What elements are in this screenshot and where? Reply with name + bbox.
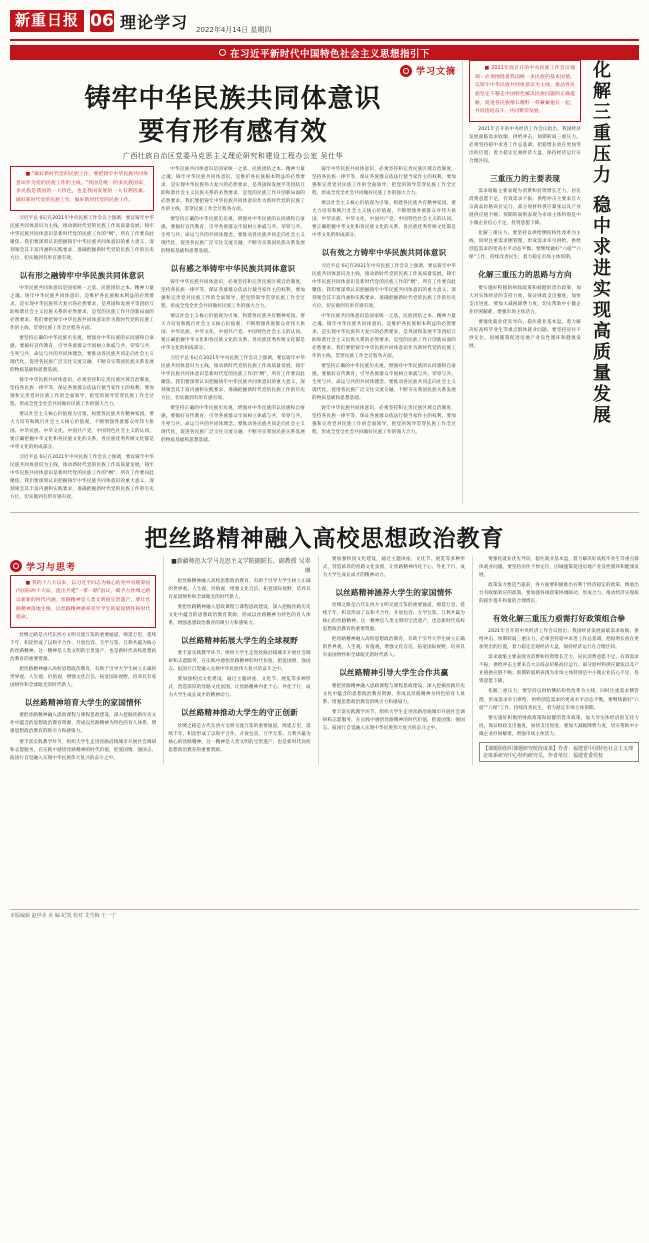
paragraph: 丝绸之路是古代东西方文明交流互鉴的重要通道，绵延万里，延续千年，积淀形成了以和平合作、开放包容、互学互鉴、互利共赢为核心的丝路精神。这一精神是人类文明的宝贵遗产，也是新时代高校思想政治教育的重要资源。	[322, 603, 465, 633]
paragraph: 铸牢中华民族共同体意识，必须坚持和完善民族区域自治制度，坚持各民族一律平等，保证各族群众依法行使当家作主的权利。要加强和完善党对民族工作的全面领导，把党的领导贯穿民族工作全过程，形成全党全社会共同做好民族工作的强大合力。	[161, 279, 305, 309]
paragraph: 政策发力要适当靠前，各方面要积极推出有利于经济稳定的政策，慎重出台有收缩效应的政策。要加强各项政策协调联动，形成合力，推动经济实现质的稳步提升和量的合理增长。	[478, 582, 639, 604]
paragraph: 习近平总书记在2021年中央民族工作会议上强调，要以铸牢中华民族共同体意识为主线，推动新时代党的民族工作高质量发展。铸牢中华民族共同体意识是新时代党的民族工作的"纲"，所有工作要向此聚焦。我们要深刻认识把握铸牢中华民族共同体意识的重大意义，深刻领会其丰富内涵和实践要求，准确把握新时代党的民族工作的历史方位，切实做到有形有感有效。	[312, 263, 456, 309]
bottom-rail	[472, 556, 639, 765]
paragraph: 要强化就业优先导向，稳住就业基本盘，着力解决好高校毕业生等重点群体就业问题。要坚持房住不炒定位，因城施策促进房地产业良性循环和健康发展。	[469, 319, 581, 349]
article2-col1-text	[10, 632, 156, 763]
rail-sub-3: 有效化解三重压力亟需打好政策组合拳	[492, 613, 626, 623]
top-banner	[10, 45, 639, 60]
article2-byline: ■新疆师范大学马克思主义学院副院长、副教授 吴翠丽	[171, 557, 311, 574]
article2-col-1	[10, 556, 156, 765]
article1-sub-3: 以有效之方铸牢中华民族共同体意识	[321, 248, 447, 258]
paragraph: 要坚持正确的中华民族历史观，增强对中华民族的认同感和自豪感。要搞好宣传教育，引导各族群众牢固树立休戚与共、荣辱与共、生死与共、命运与共的共同体理念。要推动各民族共同走向社会主义现代化，促进各民族广泛交往交流交融，不断夯实我国民族关系发展的物质基础和思想基础。	[10, 336, 154, 374]
masthead	[10, 6, 639, 41]
paragraph: 中华民族共同体意识是国家统一之基、民族团结之本、精神力量之魂。铸牢中华民族共同体意识，是维护各民族根本利益的必然要求，是实现中华民族伟大复兴的必然要求，是巩固和发展平等团结互助和谐社会主义民族关系的必然要求，是党的民族工作开创新局面的必然要求。我们要把铸牢中华民族共同体意识作为新时代党的民族工作的主线，贯穿民族工作全过程各方面。	[10, 285, 154, 332]
rail-footnote: 【课题组组织课题研究阶段成果】作者：福建省中国特色社会主义理论体系研究中心特约研究员，作者单位：福建省委党校	[479, 742, 639, 762]
article2-headline: 把丝路精神融入高校思想政治教育	[144, 524, 505, 552]
publication-date: 2022年4月14日 星期四	[196, 26, 272, 34]
section-divider	[10, 512, 639, 513]
paragraph: 2021年召开的中央经济工作会议指出，我国经济发展面临需求收缩、供给冲击、预期转弱三重压力。必须坚持稳中求进工作总基调，把稳增长放在更加突出的位置，着力稳定宏观经济大盘，保持经济运行在合理区间。	[469, 126, 581, 164]
rail-vertical-title: 化解三重压力 稳中求进实现高质量发展	[590, 60, 611, 427]
paragraph: 化解三重压力，要坚持以供给侧结构性改革为主线，同时注重需求侧管理，形成需求牵引供给、供给创造需求的更高水平动态平衡。要继续做好"六稳""六保"工作，持续改善民生，着力稳定市场主体预期。	[478, 689, 639, 711]
rail-sub-1: 三重压力的主要表现	[489, 173, 561, 183]
banner-text: 在习近平新时代中国特色社会主义思想指引下	[229, 48, 430, 60]
article1-left-abstract	[10, 166, 154, 211]
article1-tag-row	[10, 64, 456, 77]
paragraph: 要把丝路精神融入思政课程与课程思政建设，深入挖掘丝路历史文化中蕴含的思想政治教育资源，形成以丝路精神为特色的育人体系，增强思想政治教育的吸引力和感染力。	[168, 604, 311, 626]
paragraph: 要丰富实践教学环节，组织大学生走进丝路沿线城市开展社会调研和志愿服务，在实践中感悟丝路精神的时代价值，把爱国情、强国志、报国行自觉融入实现中华民族伟大复兴的奋斗之中。	[322, 709, 465, 731]
paragraph: 要把丝路精神融入思政课程与课程思政建设，深入挖掘丝路历史文化中蕴含的思想政治教育资源，形成以丝路精神为特色的育人体系，增强思想政治教育的吸引力和感染力。	[10, 713, 157, 735]
paragraph: 铸牢中华民族共同体意识，必须坚持和完善民族区域自治制度，坚持各民族一律平等，保证各族群众依法行使当家作主的权利。要加强和完善党对民族工作的全面领导，把党的领导贯穿民族工作全过程，形成全党全社会共同做好民族工作的强大合力。	[312, 406, 456, 436]
paragraph: 中华民族共同体意识是国家统一之基、民族团结之本、精神力量之魂。铸牢中华民族共同体意识，是维护各民族根本利益的必然要求，是实现中华民族伟大复兴的必然要求，是巩固和发展平等团结互助和谐社会主义民族关系的必然要求，是党的民族工作开创新局面的必然要求。我们要把铸牢中华民族共同体意识作为新时代党的民族工作的主线，贯穿民族工作全过程各方面。	[161, 167, 305, 213]
paragraph: 要以社会主义核心价值观为引领，构建各民族共有精神家园。要大力培育和践行社会主义核心价值观，不断增强各族群众对伟大祖国、中华民族、中华文化、中国共产党、中国特色社会主义的认同。要正确把握中华文化和各民族文化的关系，各民族优秀传统文化都是中华文化的组成部分。	[312, 201, 456, 239]
article2-sub-5: 以丝路精神引导大学生合作共赢	[339, 668, 449, 678]
article2-col-2	[163, 556, 310, 765]
article1-sub-1: 以有形之融铸牢中华民族共同体意识	[19, 270, 145, 280]
star-icon	[10, 560, 22, 572]
article2-tag: 学习与思考	[26, 562, 77, 573]
paragraph: 要以社会主义核心价值观为引领，构建各民族共有精神家园。要大力培育和践行社会主义核心价值观，不断增强各族群众对伟大祖国、中华民族、中华文化、中国共产党、中国特色社会主义的认同。要正确把握中华文化和各民族文化的关系，各民族优秀传统文化都是中华文化的组成部分。	[161, 313, 305, 351]
rail-sub-2: 化解三重压力的思路与方向	[478, 270, 572, 280]
rail-vertical-title-wrap	[587, 60, 639, 504]
bottom-columns	[10, 556, 639, 765]
left-abstract-text: ■ "做好新时代党的民族工作，要把铸牢中华民族共同体意识作为党的民族工作的主线。"我国是统一的多民族国家，多民族是我国的一大特色，也是我国发展的一大有利因素。做好新时代党的民族工作，做好新时代党的民族工作。	[16, 172, 148, 203]
page-number-badge: 06	[90, 11, 114, 31]
paragraph: 把丝路精神融入高校思想政治教育，有助于引导大学生树立正确的世界观、人生观、价值观，增强文化自信，拓宽国际视野，培养具有家国情怀和全球眼光的时代新人。	[322, 637, 465, 659]
article1-sub-2: 以有感之举铸牢中华民族共同体意识	[170, 264, 296, 274]
paragraph: 要实施好积极的财政政策和稳健的货币政策，加大对实体经济的支持力度，保证财政支出强度，加快支出进度。要加大减税降费力度，切实帮助中小微企业纾困解难，增强市场主体活力。	[478, 715, 639, 737]
paragraph: 要以社会主义核心价值观为引领，构建各民族共有精神家园。要大力培育和践行社会主义核心价值观，不断增强各族群众对伟大祖国、中华民族、中华文化、中国共产党、中国特色社会主义的认同。要正确把握中华文化和各民族文化的关系，各民族优秀传统文化都是中华文化的组成部分。	[10, 412, 154, 450]
paragraph: 丝绸之路是古代东西方文明交流互鉴的重要通道，绵延万里，延续千年，积淀形成了以和平合作、开放包容、互学互鉴、互利共赢为核心的丝路精神。这一精神是人类文明的宝贵遗产，也是新时代高校思想政治教育的重要资源。	[168, 723, 311, 753]
rail-text	[469, 126, 581, 351]
paragraph: 习近平总书记在2021年中央民族工作会议上强调，要以铸牢中华民族共同体意识为主线，推动新时代党的民族工作高质量发展。铸牢中华民族共同体意识是新时代党的民族工作的"纲"，所有工作要向此聚焦。我们要深刻认识把握铸牢中华民族共同体意识的重大意义，深刻领会其丰富内涵和实践要求，准确把握新时代党的民族工作的历史方位，切实做到有形有感有效。	[10, 215, 154, 261]
paragraph: 丝绸之路是古代东西方文明交流互鉴的重要通道，绵延万里，延续千年，积淀形成了以和平合作、开放包容、互学互鉴、互利共赢为核心的丝路精神。这一精神是人类文明的宝贵遗产，也是新时代高校思想政治教育的重要资源。	[10, 632, 157, 662]
paragraph: 要把丝路精神融入思政课程与课程思政建设，深入挖掘丝路历史文化中蕴含的思想政治教育资源，形成以丝路精神为特色的育人体系，增强思想政治教育的吸引力和感染力。	[322, 683, 465, 705]
paragraph: 要坚持正确的中华民族历史观，增强对中华民族的认同感和自豪感。要搞好宣传教育，引导各族群众牢固树立休戚与共、荣辱与共、生死与共、命运与共的共同体理念。要推动各民族共同走向社会主义现代化，促进各民族广泛交往交流交融，不断夯实我国民族关系发展的物质基础和思想基础。	[312, 363, 456, 402]
paragraph: 要坚持正确的中华民族历史观，增强对中华民族的认同感和自豪感。要搞好宣传教育，引导各族群众牢固树立休戚与共、荣辱与共、生死与共、命运与共的共同体理念。要推动各民族共同走向社会主义现代化，促进各民族广泛交往交流交融，不断夯实我国民族关系发展的物质基础和思想基础。	[161, 217, 305, 255]
paragraph: 要丰富实践教学环节，组织大学生走进丝路沿线城市开展社会调研和志愿服务，在实践中感悟丝路精神的时代价值，把爱国情、强国志、报国行自觉融入实现中华民族伟大复兴的奋斗之中。	[10, 739, 157, 761]
bottom-rail-text	[479, 556, 639, 739]
article2-col3-text	[319, 556, 465, 733]
paragraph: 2021年召开的中央经济工作会议指出，我国经济发展面临需求收缩、供给冲击、预期转弱三重压力。必须坚持稳中求进工作总基调，把稳增长放在更加突出的位置，着力稳定宏观经济大盘，保持经济运行在合理区间。	[478, 629, 639, 651]
article2-sub-3: 以丝路精神推动大学生的守正创新	[181, 708, 298, 718]
paragraph: 把丝路精神融入高校思想政治教育，有助于引导大学生树立正确的世界观、人生观、价值观，增强文化自信，拓宽国际视野，培养具有家国情怀和全球眼光的时代新人。	[168, 578, 311, 600]
article2-sub-6: 以丝路精神培育大学生的家国情怀	[24, 698, 142, 708]
article2-sub-2: 以丝路精神涵养大学生的家国情怀	[335, 587, 453, 597]
article1-col3-text	[312, 166, 456, 437]
headline-line-2: 要有形有感有效	[138, 116, 328, 147]
rail-column	[462, 60, 581, 504]
article1-headline	[10, 83, 456, 148]
paragraph: 铸牢中华民族共同体意识，必须坚持和完善民族区域自治制度，坚持各民族一律平等，保证各族群众依法行使当家作主的权利。要加强和完善党对民族工作的全面领导，把党的领导贯穿民族工作全过程，形成全党全社会共同做好民族工作的强大合力。	[312, 167, 456, 197]
article1-col-2	[161, 166, 305, 504]
paragraph: 化解三重压力，要坚持以供给侧结构性改革为主线，同时注重需求侧管理，形成需求牵引供给、供给创造需求的更高水平动态平衡。要继续做好"六稳""六保"工作，持续改善民生，着力稳定市场主体预期。	[469, 231, 581, 261]
article1-col-3	[312, 166, 456, 504]
article2-sub-1: 以丝路精神拓展大学生的全球视野	[181, 635, 298, 645]
paragraph: 需求收缩主要表现为消费和投资增长乏力，居民消费意愿不足，有效需求不振；供给冲击主要来自大宗商品价格高位运行、部分原材料供应紧张以及产业链供应链不畅；预期转弱则表现为市场主体特别是中小微企业信心不足，投资意愿下降。	[469, 189, 581, 227]
paragraph: 中华民族共同体意识是国家统一之基、民族团结之本、精神力量之魂。铸牢中华民族共同体意识，是维护各民族根本利益的必然要求，是实现中华民族伟大复兴的必然要求，是巩固和发展平等团结互助和谐社会主义民族关系的必然要求，是党的民族工作开创新局面的必然要求。我们要把铸牢中华民族共同体意识作为新时代党的民族工作的主线，贯穿民族工作全过程各方面。	[312, 313, 456, 359]
article1-col2-text	[161, 166, 305, 445]
paragraph: 习近平总书记在2021年中央民族工作会议上强调，要以铸牢中华民族共同体意识为主线，推动新时代党的民族工作高质量发展。铸牢中华民族共同体意识是新时代党的民族工作的"纲"，所有工作要向此聚焦。我们要深刻认识把握铸牢中华民族共同体意识的重大意义，深刻领会其丰富内涵和实践要求，准确把握新时代党的民族工作的历史方位，切实做到有形有感有效。	[161, 355, 305, 402]
section-title: 理论学习	[120, 12, 189, 32]
paragraph: 把丝路精神融入高校思想政治教育，有助于引导大学生树立正确的世界观、人生观、价值观，增强文化自信，拓宽国际视野，培养具有家国情怀和全球眼光的时代新人。	[10, 667, 157, 689]
article2-abstract-text: ■ 我的十八大以来，以习近平同志为核心的党中央统筹国内国际两个大局，提出共建"一带一路"倡议，赋予古丝绸之路以崭新的时代内涵。丝路精神是人类文明的宝贵遗产，要让丝路精神落地生根，以丝路精神涵养青年学生的家国情怀和时代使命。	[16, 580, 151, 621]
article2-col-3	[318, 556, 465, 765]
article1-tag: 学习文摘	[415, 67, 456, 77]
article1-col1-text	[10, 215, 154, 502]
paragraph: 要加强校园文化建设，通过主题讲座、文化节、展览等多种形式，营造浓厚的丝路文化氛围，让丝路精神内化于心、外化于行，成为大学生成长成才的精神动力。	[168, 677, 311, 699]
paragraph: 需求收缩主要表现为消费和投资增长乏力，居民消费意愿不足，有效需求不振；供给冲击主要来自大宗商品价格高位运行、部分原材料供应紧张以及产业链供应链不畅；预期转弱则表现为市场主体特别是中小微企业信心不足，投资意愿下降。	[478, 655, 639, 685]
article2-tag-row	[10, 560, 156, 573]
headline-line-1: 铸牢中华民族共同体意识	[84, 84, 382, 114]
rail-abstract	[469, 60, 581, 122]
article1-col-1	[10, 166, 154, 504]
paragraph: 铸牢中华民族共同体意识，必须坚持和完善民族区域自治制度，坚持各民族一律平等，保证各族群众依法行使当家作主的权利。要加强和完善党对民族工作的全面领导，把党的领导贯穿民族工作全过程，形成全党全社会共同做好民族工作的强大合力。	[10, 378, 154, 408]
paper-logo: 新重日报	[10, 10, 84, 31]
banner-bullet-icon	[219, 49, 226, 56]
article2-col2-text	[164, 578, 310, 755]
paragraph: 要实施好积极的财政政策和稳健的货币政策，加大对实体经济的支持力度，保证财政支出强度，加快支出进度。要加大减税降费力度，切实帮助中小微企业纾困解难，增强市场主体活力。	[469, 285, 581, 315]
rail-abstract-text: ■ 2021年底召开的中央民族工作会议强调：必须围绕着我国统一多民族的基本国情，以铸牢中华民族共同体意识为主线，推动各民族坚定不移走中国特色解决民族问题的正确道路，促进各民族像石榴籽一样紧紧抱在一起，共同团结奋斗、共同繁荣发展。	[475, 66, 575, 115]
paragraph: 要强化就业优先导向，稳住就业基本盘，着力解决好高校毕业生等重点群体就业问题。要坚持房住不炒定位，因城施策促进房地产业良性循环和健康发展。	[478, 556, 639, 578]
article1-byline: 广西壮族自治区党委马克思主义理论研究和建设工程办公室 吴仕华	[122, 152, 344, 160]
paragraph: 要坚持正确的中华民族历史观，增强对中华民族的认同感和自豪感。要搞好宣传教育，引导各族群众牢固树立休戚与共、荣辱与共、生死与共、命运与共的共同体理念。要推动各民族共同走向社会主义现代化，促进各民族广泛交往交流交融，不断夯实我国民族关系发展的物质基础和思想基础。	[161, 406, 305, 444]
article2-abstract	[10, 575, 156, 628]
star-icon	[400, 65, 412, 77]
article1-columns	[10, 166, 456, 504]
paragraph: 要丰富实践教学环节，组织大学生走进丝路沿线城市开展社会调研和志愿服务，在实践中感悟丝路精神的时代价值，把爱国情、强国志、报国行自觉融入实现中华民族伟大复兴的奋斗之中。	[168, 651, 311, 673]
paragraph: 要加强校园文化建设，通过主题讲座、文化节、展览等多种形式，营造浓厚的丝路文化氛围，让丝路精神内化于心、外化于行，成为大学生成长成才的精神动力。	[322, 556, 465, 578]
paragraph: 习近平总书记在2021年中央民族工作会议上强调，要以铸牢中华民族共同体意识为主线，推动新时代党的民族工作高质量发展。铸牢中华民族共同体意识是新时代党的民族工作的"纲"，所有工作要向此聚焦。我们要深刻认识把握铸牢中华民族共同体意识的重大意义，深刻领会其丰富内涵和实践要求，准确把握新时代党的民族工作的历史方位，切实做到有形有感有效。	[10, 454, 154, 500]
footer-credits: 本版编辑 赵世美 美 编 纪凯 校对 艾雪梅 王一宁	[10, 913, 117, 919]
page-footer	[10, 909, 639, 919]
